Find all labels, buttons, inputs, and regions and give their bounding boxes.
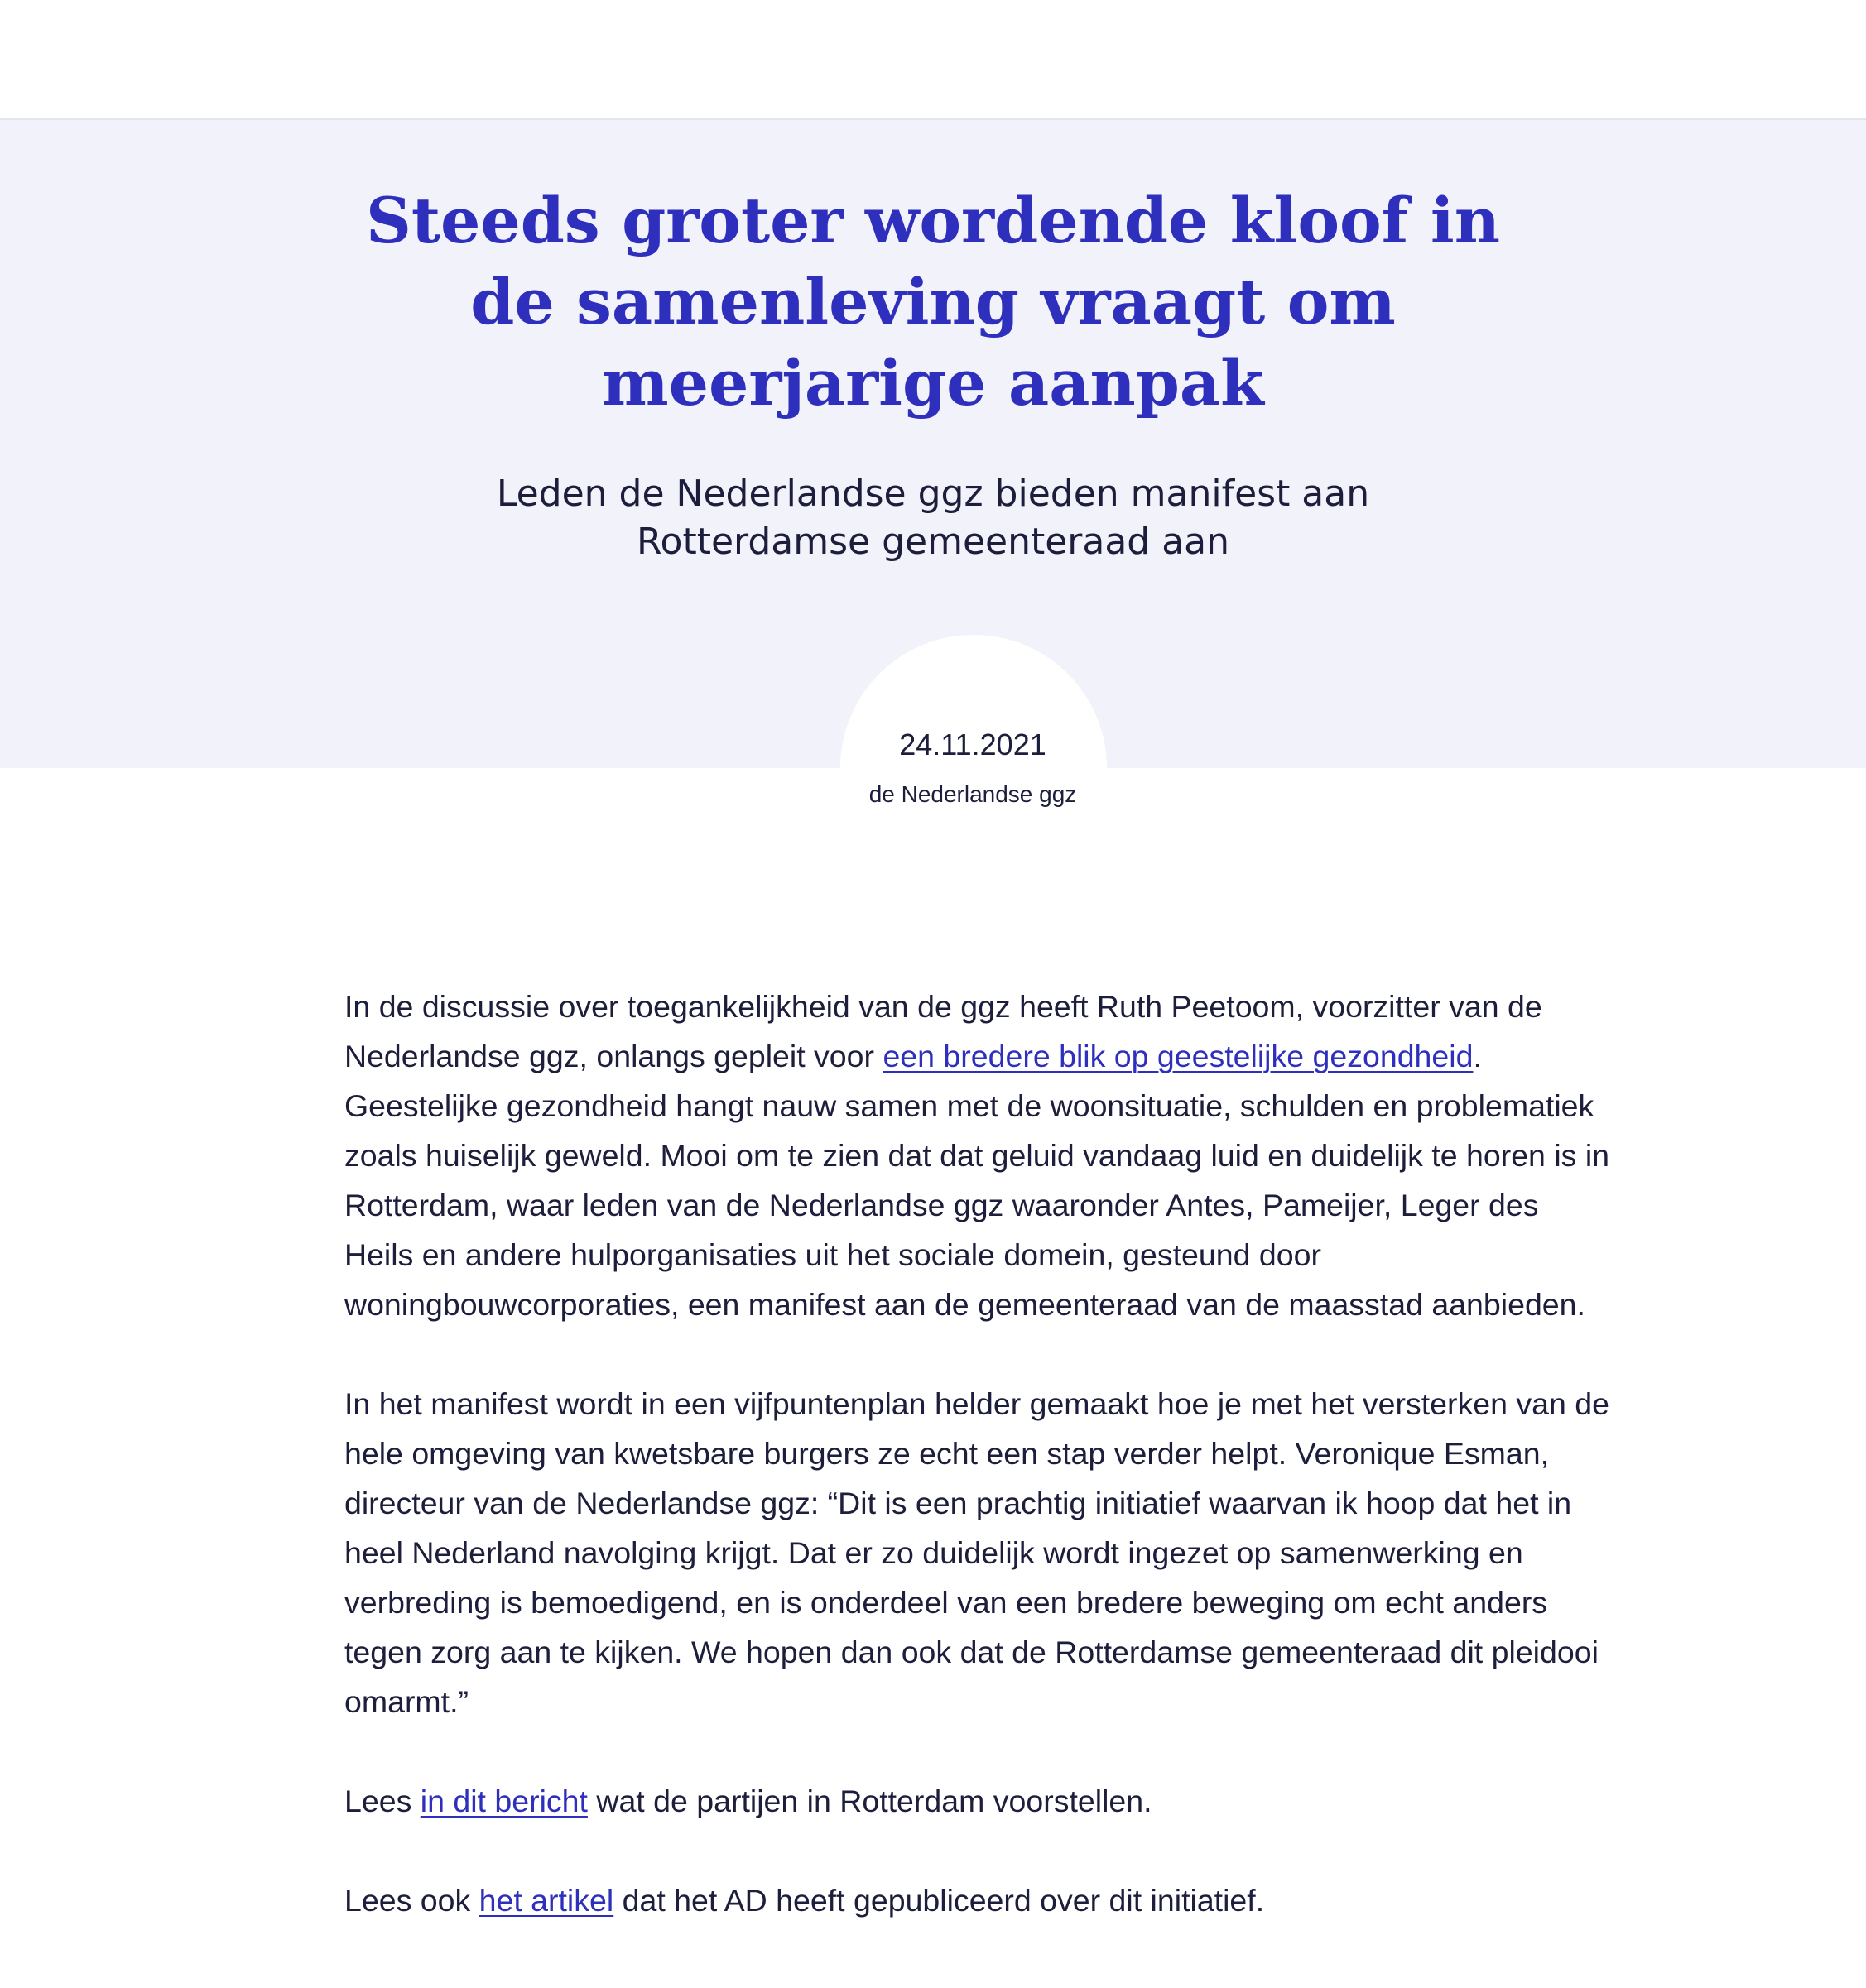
link-het-artikel[interactable]: het artikel <box>479 1883 614 1918</box>
paragraph-lees-bericht-after: wat de partijen in Rotterdam voorstellen. <box>587 1784 1152 1818</box>
paragraph-lees-artikel <box>344 1875 1611 1925</box>
page-subtitle: Leden de Nederlandse ggz bieden manifest aan Rotterdamse gemeenteraad aan <box>496 473 1370 563</box>
paragraph-lees-artikel-after: dat het AD heeft gepubliceerd over dit initiatief. <box>613 1883 1265 1918</box>
author-label: de Nederlandse ggz <box>868 781 1077 807</box>
link-in-dit-bericht[interactable]: in dit bericht <box>420 1784 588 1818</box>
article-body <box>344 982 1611 1975</box>
link-bredere-blik[interactable]: een bredere blik op geestelijke gezondheid <box>883 1039 1474 1073</box>
page-title: Steeds groter wordende kloof in de samenleving vraagt om meerjarige aanpak <box>366 184 1500 420</box>
publish-date: 24.11.2021 <box>899 727 1046 761</box>
paragraph-intro <box>344 982 1611 1329</box>
paragraph-intro-text-before: In de discussie over toegankelijkheid van de ggz heeft Ruth Peetoom, voorzitter van de Nederlandse ggz, onlangs gepleit voor <box>344 989 1542 1073</box>
date-badge <box>840 635 1107 901</box>
top-bar <box>0 0 1866 120</box>
paragraph-lees-bericht-before: Lees <box>344 1784 421 1818</box>
paragraph-lees-artikel-before: Lees ook <box>344 1883 479 1918</box>
paragraph-manifest: In het manifest wordt in een vijfpuntenplan helder gemaakt hoe je met het versterken van de hele omgeving van kwetsbare burgers ze echt een stap verder helpt. Veronique Esman, directeur van de Nederlandse ggz: “Dit is een prachtig initiatief waarvan ik hoop dat het in heel Nederland navolging krijgt. Dat er zo duidelijk wordt ingezet op samenwerking en verbreding is bemoedigend, en is onderdeel van een bredere beweging om echt anders tegen zorg aan te kijken. We hopen dan ook dat de Rotterdamse gemeenteraad dit pleidooi omarmt.” <box>344 1386 1609 1719</box>
paragraph-intro-text-after: . Geestelijke gezondheid hangt nauw samen met de woonsituatie, schulden en problematiek zoals huiselijk geweld. Mooi om te zien dat dat geluid vandaag luid en duidelijk te horen is in Rotterdam, waar leden van de Nederlandse ggz waaronder Antes, Pameijer, Leger des Heils en andere hulporganisaties uit het sociale domein, gesteund door woningbouwcorporaties, een manifest aan de gemeenteraad van de maasstad aanbieden. <box>344 1039 1610 1322</box>
paragraph-lees-bericht <box>344 1776 1611 1826</box>
